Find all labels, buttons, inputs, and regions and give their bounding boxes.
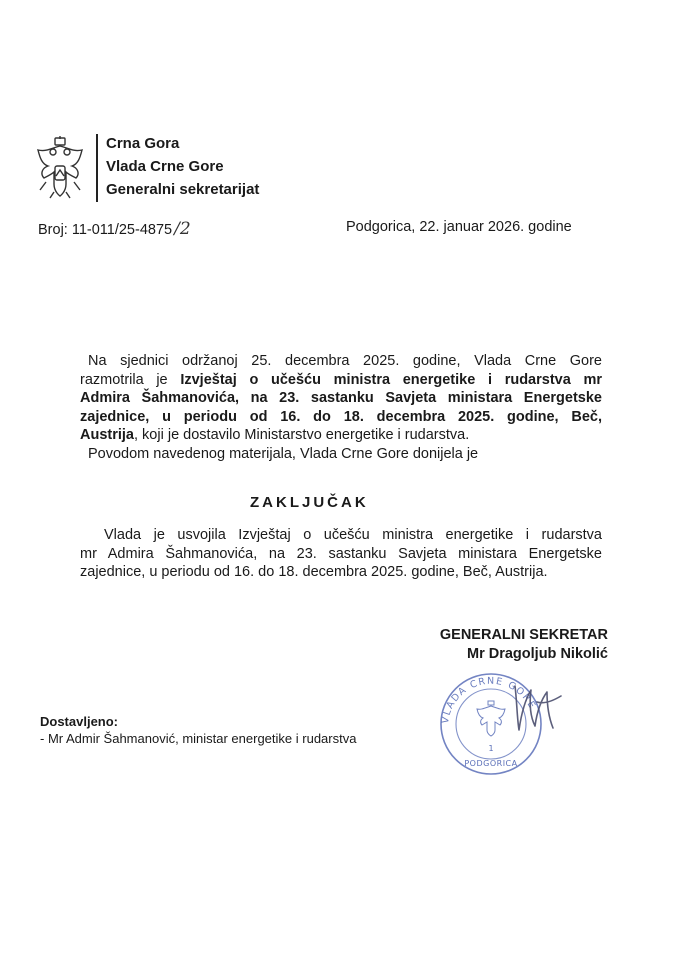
conclusion-heading: ZAKLJUČAK (250, 494, 369, 511)
official-stamp (437, 666, 577, 784)
intro-line-5: Austrija, koji je dostavilo Ministarstvo energetike i rudarstva. (80, 427, 470, 443)
intro-paragraph (80, 352, 602, 463)
stamp-city: PODGORICA (464, 759, 518, 768)
conclusion-line-2: mr Admira Šahmanovića, na 23. sastanku Savjeta ministara Energetske (80, 545, 602, 562)
letterhead-secretariat: Generalni sekretarijat (106, 181, 260, 198)
handwritten-suffix: /2 (174, 219, 191, 239)
intro-line-4 (80, 408, 602, 427)
report-title-part-1: Izvještaj o učešću ministra energetike i rudarstva mr (180, 371, 602, 388)
intro-line-3 (80, 389, 602, 408)
signatory-name: Mr Dragoljub Nikolić (467, 646, 608, 662)
stamp-number: 1 (488, 744, 494, 753)
document-date: Podgorica, 22. januar 2026. godine (346, 219, 572, 235)
reference-number-text: Broj: 11-011/25-4875 (38, 222, 173, 238)
intro-line-6: Povodom navedenog materijala, Vlada Crne Gore donijela je (88, 445, 479, 462)
delivery-label: Dostavljeno: (40, 714, 119, 729)
letterhead-country: Crna Gora (106, 135, 180, 152)
report-title-part-4: Austrija (80, 427, 134, 443)
delivery-item: - Mr Admir Šahmanović, ministar energetike i rudarstva (40, 731, 357, 746)
header-divider (96, 134, 98, 202)
stamp-seal (440, 674, 541, 774)
conclusion-line-3: zajednice, u periodu od 16. do 18. decembra 2025. godine, Beč, Austrija. (80, 564, 548, 580)
report-title-part-2: Admira Šahmanovića, na 23. sastanku Savjeta ministara Energetske (80, 390, 602, 406)
svg-text:VLADA CRNE GORE (440, 676, 538, 725)
stamp-arc-text: VLADA CRNE GORE (440, 675, 538, 725)
intro-line-1: Na sjednici održanoj 25. decembra 2025. godine, Vlada Crne Gore (88, 353, 602, 369)
conclusion-line-1: Vlada je usvojila Izvještaj o učešću ministra energetike i rudarstva (104, 527, 602, 543)
delivery-list (40, 713, 356, 747)
conclusion-paragraph (80, 526, 602, 582)
reference-number (38, 219, 191, 239)
report-title-part-3: zajednice, u periodu od 16. do 18. decembra 2025. godine, Beč, (80, 408, 602, 425)
letterhead (106, 132, 259, 201)
signatory-title: GENERALNI SEKRETAR (439, 627, 608, 643)
intro-line-2: razmotrila je Izvještaj o učešću ministra energetike i rudarstva mr (80, 371, 602, 388)
montenegro-coat-of-arms-icon (32, 136, 88, 200)
signature-block (404, 626, 608, 664)
letterhead-government: Vlada Crne Gore (106, 158, 224, 175)
